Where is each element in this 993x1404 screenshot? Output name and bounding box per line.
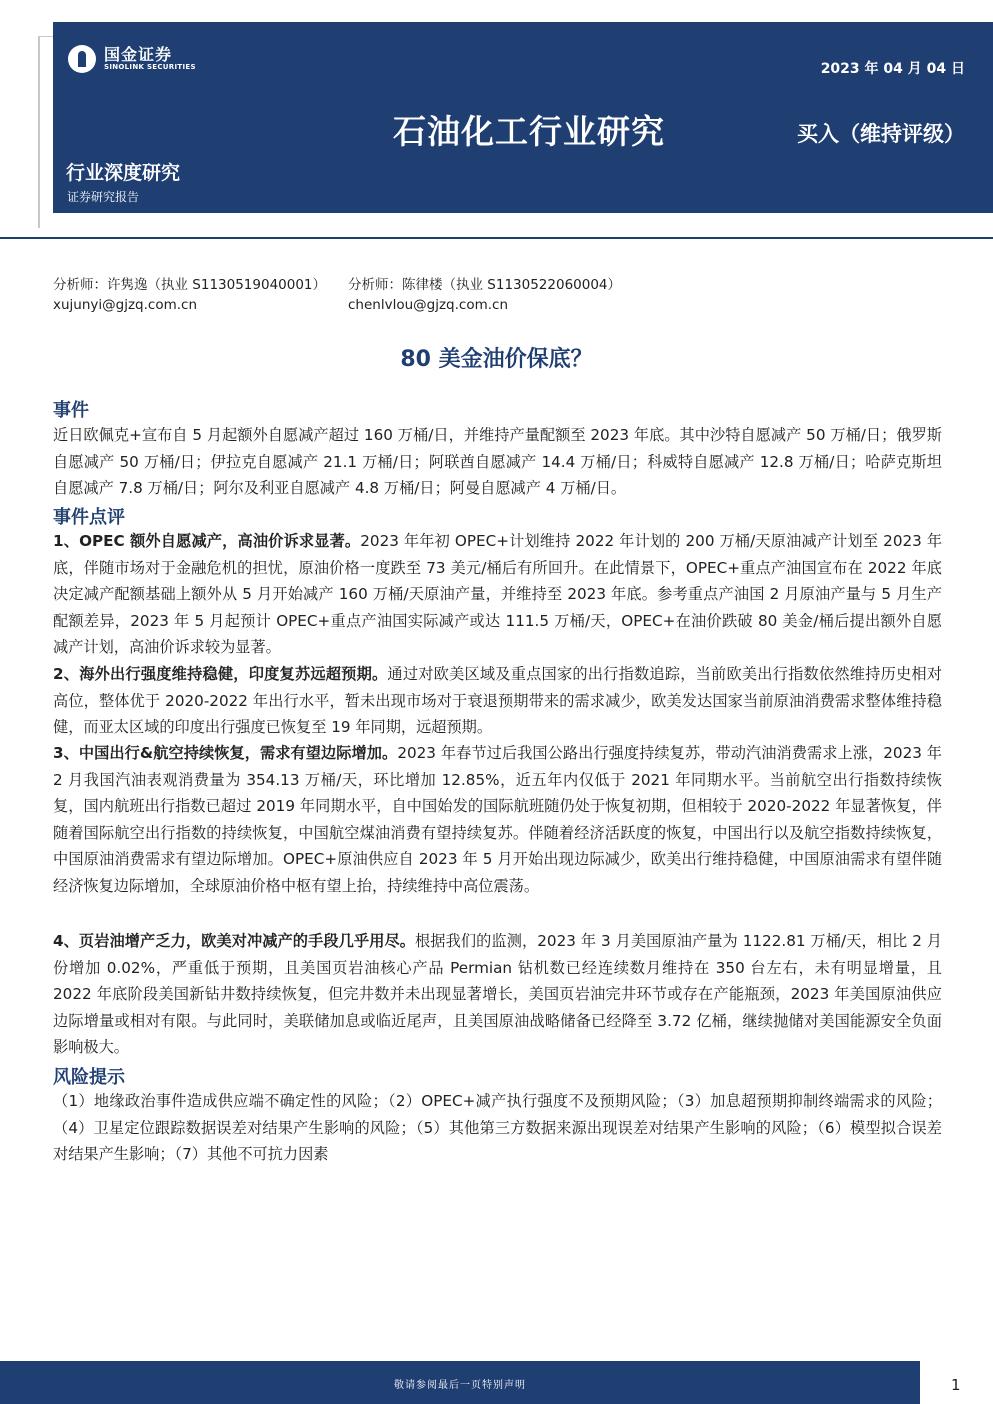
review-point-2 (53, 661, 942, 741)
section-heading-event: 事件 (53, 400, 89, 421)
header-divider (0, 237, 993, 239)
analyst-1-line: 分析师：许隽逸（执业 S1130519040001） (53, 277, 327, 293)
section-heading-risk: 风险提示 (53, 1067, 125, 1088)
analyst-2-email[interactable]: chenlvlou@gjzq.com.cn (348, 297, 509, 313)
review-point-4-text: 根据我们的监测，2023 年 3 月美国原油产量为 1122.81 万桶/天，相比 2 月份增加 0.02%，严重低于预期，且美国页岩油核心产品 Permian 钻机数已经连续数月维持在 350 台左右，未有明显增量，且 2022 年底阶段美国新钻井数持续恢复，但完井数并未出现显著增长，美国页岩油完井环节或存在产能瓶颈，2023 年美国原油供应边际增量或相对有限。与此同时，美联储加息或临近尾声，且美国原油战略储备已经降至 3.72 亿桶，继续抛储对美国能源安全负面影响极大。 (53, 932, 942, 1056)
review-point-1 (53, 528, 942, 661)
industry-title: 石油化工行业研究 (393, 112, 665, 151)
risk-paragraph: （1）地缘政治事件造成供应端不确定性的风险；（2）OPEC+减产执行强度不及预期风险；（3）加息超预期抑制终端需求的风险；（4）卫星定位跟踪数据误差对结果产生影响的风险；（5）其他第三方数据来源出现误差对结果产生影响的风险；（6）模型拟合误差对结果产生影响；（7）其他不可抗力因素 (53, 1092, 942, 1163)
review-point-3 (53, 740, 942, 899)
report-date: 2023 年 04 月 04 日 (820, 61, 965, 77)
company-logo (68, 45, 196, 73)
review-point-2-lead: 2、海外出行强度维持稳健，印度复苏远超预期。 (53, 665, 388, 683)
analyst-2-line: 分析师：陈律楼（执业 S1130522060004） (348, 277, 622, 293)
analyst-2 (348, 275, 621, 315)
analyst-1-email[interactable]: xujunyi@gjzq.com.cn (53, 297, 198, 313)
logo-name-cn: 国金证券 (104, 45, 173, 64)
logo-name-en: SINOLINK SECURITIES (104, 63, 196, 71)
logo-mark-icon (68, 45, 96, 73)
review-point-1-text: 2023 年年初 OPEC+计划维持 2022 年计划的 200 万桶/天原油减产计划至 2023 年底，伴随市场对于金融危机的担忧，原油价格一度跌至 73 美元/桶后有所回升。在此情景下，OPEC+重点产油国宣布在 2022 年底决定减产配额基础上额外从 5 月开始减产 160 万桶/天原油产量，并维持至 2023 年底。参考重点产油国 2 月原油产量与 5 月生产配额差异，2023 年 5 月起预计 OPEC+重点产油国实际减产或达 111.5 万桶/天，OPEC+在油价跌破 80 美金/桶后提出额外自愿减产计划，高油价诉求较为显著。 (53, 532, 943, 656)
report-subtitle: 证券研究报告 (67, 190, 140, 204)
event-paragraph: 近日欧佩克+宣布自 5 月起额外自愿减产超过 160 万桶/日，并维持产量配额至 2023 年底。其中沙特自愿减产 50 万桶/日；俄罗斯自愿减产 50 万桶/日；伊拉克自愿减产 21.1 万桶/日；阿联酋自愿减产 14.4 万桶/日；科威特自愿减产 12.8 万桶/日；哈萨克斯坦自愿减产 7.8 万桶/日；阿尔及利亚自愿减产 4.8 万桶/日；阿曼自愿减产 4 万桶/日。 (53, 426, 942, 497)
analyst-1 (53, 275, 326, 315)
review-point-3-lead: 3、中国出行&航空持续恢复，需求有望边际增加。 (53, 744, 398, 762)
section-heading-review: 事件点评 (53, 507, 125, 528)
review-point-1-lead: 1、OPEC 额外自愿减产，高油价诉求显著。 (53, 532, 361, 550)
review-point-3-text: 2023 年春节过后我国公路出行强度持续复苏，带动汽油消费需求上涨，2023 年 2 月我国汽油表观消费量为 354.13 万桶/天，环比增加 12.85%，近五年内仅低于 2021 年同期水平。当前航空出行指数持续恢复，国内航班出行指数已超过 2019 年同期水平，自中国始发的国际航班随仍处于恢复初期，但相较于 2020-2022 年显著恢复，伴随着国际航空出行指数的持续恢复，中国航空煤油消费有望持续复苏。伴随着经济活跃度的恢复，中国出行以及航空指数持续恢复，中国原油消费需求有望边际增加。OPEC+原油供应自 2023 年 5 月开始出现边际减少，欧美出行维持稳健，中国原油需求有望伴随经济恢复边际增加，全球原油价格中枢有望上抬，持续维持中高位震荡。 (53, 744, 942, 895)
header-banner (53, 22, 993, 213)
review-point-2-text: 通过对欧美区域及重点国家的出行指数追踪，当前欧美出行指数依然维持历史相对高位，整体优于 2020-2022 年出行水平，暂未出现市场对于衰退预期带来的需求减少，欧美发达国家当前原油消费需求整体维持稳健，而亚太区域的印度出行强度已恢复至 19 年同期，远超预期。 (53, 665, 942, 736)
review-point-4 (53, 928, 942, 1061)
rating-badge: 买入（维持评级） (797, 122, 965, 146)
page-title: 80 美金油价保底？ (400, 347, 593, 372)
report-type: 行业深度研究 (66, 162, 181, 184)
review-point-4-lead: 4、页岩油增产乏力，欧美对冲减产的手段几乎用尽。 (53, 932, 416, 950)
page-number: 1 (951, 1376, 961, 1394)
footer-notice: 敬请参阅最后一页特别声明 (394, 1380, 526, 1391)
